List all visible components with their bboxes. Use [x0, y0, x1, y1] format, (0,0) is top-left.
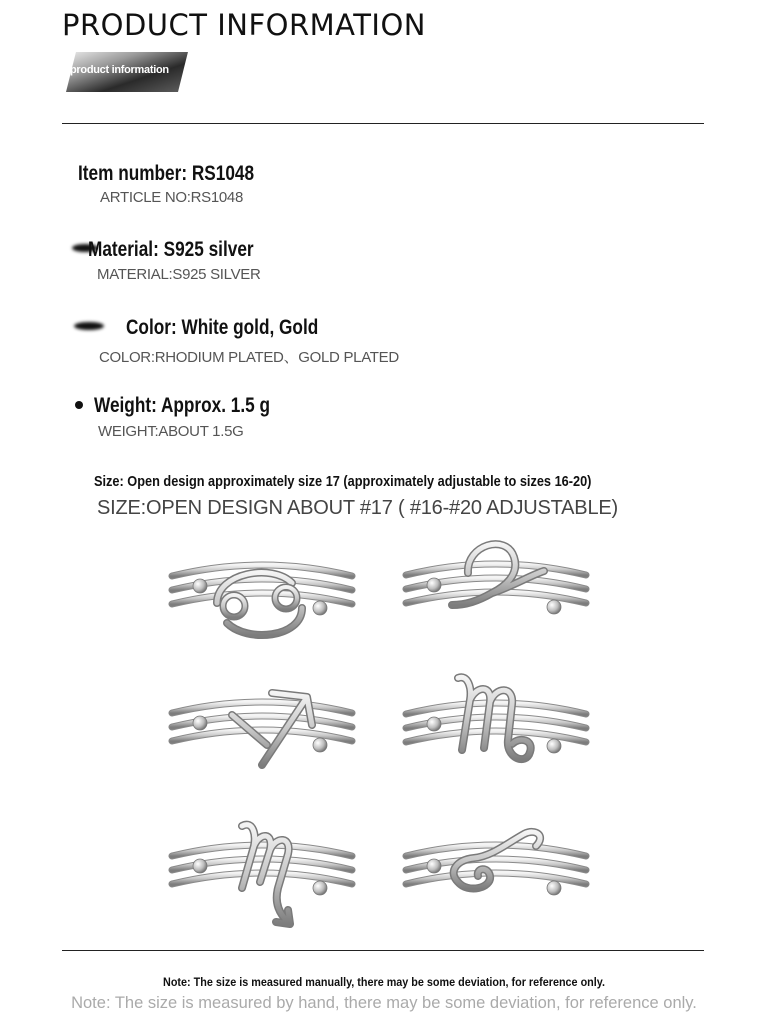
leo-ring-image [396, 535, 596, 645]
bottom-divider [62, 950, 704, 951]
scorpio-ring-image [162, 818, 362, 928]
size-label: Size: Open design approximately size 17 (approximately adjustable to sizes 16-20) [94, 473, 592, 490]
page-title: PRODUCT INFORMATION [62, 8, 426, 42]
sagittarius-ring-image [162, 685, 362, 795]
material-sub-text: MATERIAL:S925 SILVER [97, 266, 261, 283]
note-text: Note: The size is measured manually, there may be some deviation, for reference only. [163, 975, 605, 989]
badge-label: product information [70, 64, 169, 76]
weight-label: Weight: Approx. 1.5 g [94, 394, 271, 417]
bullet-smudge-icon [74, 322, 104, 330]
virgo-ring-image [396, 670, 596, 780]
weight-sub-text: WEIGHT:ABOUT 1.5G [98, 423, 244, 440]
size-sub-text: SIZE:OPEN DESIGN ABOUT #17 ( #16-#20 ADJUSTABLE) [97, 497, 618, 519]
note-sub-text: Note: The size is measured by hand, there may be some deviation, for reference only. [71, 994, 697, 1012]
top-divider [62, 123, 704, 124]
item-number-label: Item number: RS1048 [78, 162, 255, 185]
article-number-text: ARTICLE NO:RS1048 [100, 189, 244, 206]
s-shape-ring-image [396, 818, 596, 928]
bullet-dot-icon [75, 401, 83, 409]
material-label: Material: S925 silver [88, 238, 254, 261]
cancer-ring-image [162, 548, 362, 658]
color-label: Color: White gold, Gold [126, 316, 319, 339]
color-sub-text: COLOR:RHODIUM PLATED、GOLD PLATED [99, 349, 399, 366]
